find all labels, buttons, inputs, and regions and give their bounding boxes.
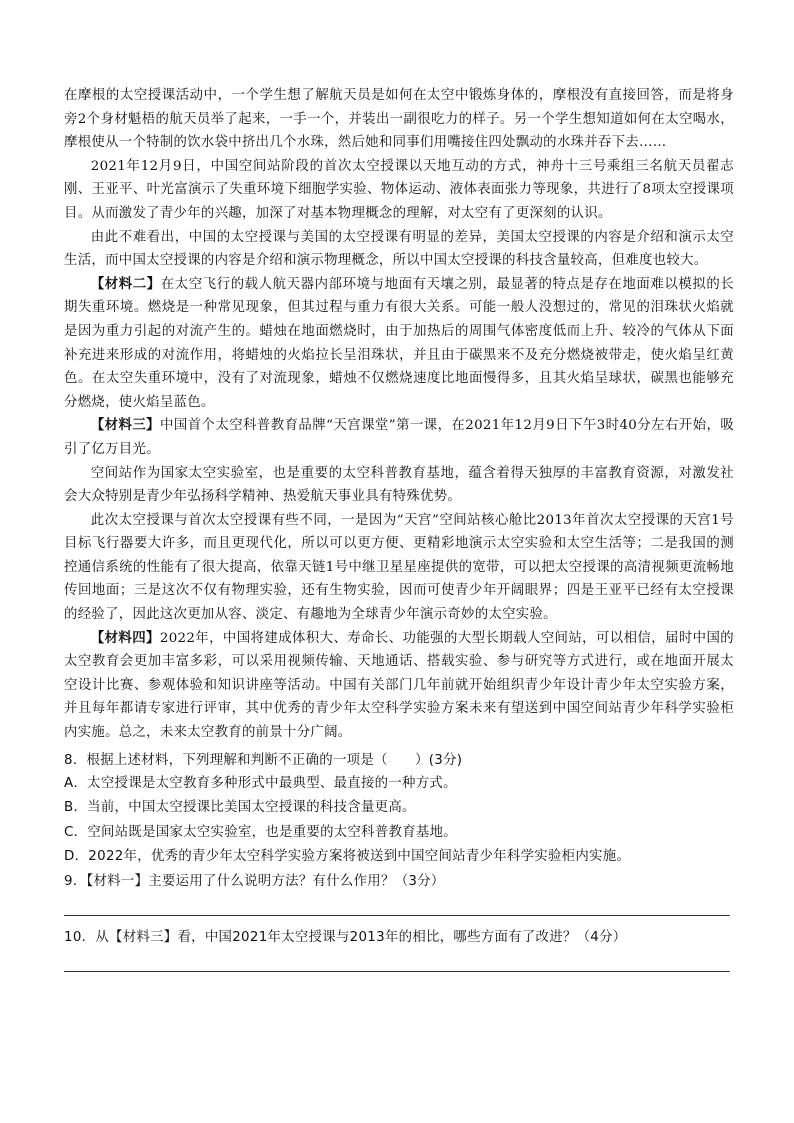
question-8-option-c: C．空间站既是国家太空实验室，也是重要的太空科普教育基地。 xyxy=(64,824,457,840)
material4-paragraph xyxy=(64,627,734,745)
question-8-option-d: D．2022年，优秀的青少年太空科学实验方案将被送到中国空间站青少年科学实验柜内实施。 xyxy=(64,849,631,865)
material2-tag: 【材料二】 xyxy=(90,276,161,292)
material2-text: 在太空飞行的载人航天器内部环境与地面有天壤之别，最显著的特点是存在地面难以模拟的长期失重环境。燃烧是一种常见现象，但其过程与重力有很大关系。可能一般人没想过的，常见的泪珠状火焰就是因为重力引起的对流产生的。蜡烛在地面燃烧时，由于加热后的周围气体密度低而上升、较冷的气体从下面补充进来形成的对流作用，将蜡烛的火焰拉长呈泪珠状，并且由于碳黑来不及充分燃烧被带走，使火焰呈红黄色。在太空失重环境中，没有了对流现象，蜡烛不仅燃烧速度比地面慢得多，且其火焰呈球状，碳黑也能够充分燃烧，使火焰呈蓝色。 xyxy=(64,276,735,410)
material4-text: 2022年，中国将建成体积大、寿命长、功能强的大型长期载人空间站，可以相信，届时中国的太空教育会更加丰富多彩，可以采用视频传输、天地通话、搭载实验、参与研究等方式进行，或在地面开展太空设计比赛、参观体验和知识讲座等活动。中国有关部门几年前就开始组织青少年设计青少年太空实验方案，并且每年都请专家进行评审，其中优秀的青少年太空科学实验方案未来有望送到中国空间站青少年科学实验柜内实施。总之，未来太空教育的前景十分广阔。 xyxy=(64,630,735,741)
material3-tag: 【材料三】 xyxy=(90,418,161,434)
material3-text-1: 中国首个太空科普教育品牌“天宫课堂”第一课，在2021年12月9日下午3时40分左右开始，吸引了亿万目光。 xyxy=(64,418,735,457)
page-content xyxy=(64,84,734,972)
material2-paragraph xyxy=(64,273,734,415)
answer-line-q10[interactable] xyxy=(64,971,730,972)
question-8-option-b: B．当前，中国太空授课比美国太空授课的科技含量更高。 xyxy=(64,800,416,816)
question-8-option-a: A．太空授课是太空教育多种形式中最典型、最直接的一种方式。 xyxy=(64,776,457,792)
question-9: 9．【材料一】主要运用了什么说明方法？有什么作用？（3分） xyxy=(64,873,445,889)
material3-paragraph-2: 空间站作为国家太空实验室，也是重要的太空科普教育基地，蕴含着得天独厚的丰富教育资源，对激发社会大众特别是青少年弘扬科学精神、热爱航天事业具有特殊优势。 xyxy=(64,465,734,505)
material1-paragraph-3: 由此不难看出，中国的太空授课与美国的太空授课有明显的差异，美国太空授课的内容是介绍和演示太空生活，而中国太空授课的内容是介绍和演示物理概念，所以中国太空授课的科技含量较高，但难度也较大。 xyxy=(64,229,734,269)
question-10: 10．从【材料三】看，中国2021年太空授课与2013年的相比，哪些方面有了改进？（4分） xyxy=(64,930,627,946)
question-8: 8．根据上述材料，下列理解和判断不正确的一项是（ ）(3分) xyxy=(64,752,463,768)
material3-paragraph-3: 此次太空授课与首次太空授课有些不同，一是因为“天宫”空间站核心舱比2013年首次太空授课的天宫1号目标飞行器要大许多，而且更现代化，所以可以更方便、更精彩地演示太空实验和太空生活等；二是我国的测控通信系统的性能有了很大提高，依靠天链1号中继卫星星座提供的宽带，可以把太空授课的高清视频更流畅地传回地面；三是这次不仅有物理实验，还有生物实验，因而可使青少年开阔眼界；四是王亚平已经有太空授课的经验了，因此这次更加从容、淡定、有趣地为全球青少年演示奇妙的太空实验。 xyxy=(64,512,734,623)
material1-paragraph-1: 在摩根的太空授课活动中，一个学生想了解航天员是如何在太空中锻炼身体的，摩根没有直接回答，而是将身旁2个身材魁梧的航天员举了起来，一手一个，并装出一副很吃力的样子。另一个学生想知道如何在太空喝水，摩根使从一个特制的饮水袋中挤出几个水珠，然后她和同事们用嘴接住四处飘动的水珠并吞下去…… xyxy=(64,88,734,151)
material4-tag: 【材料四】 xyxy=(90,630,160,646)
material3-paragraph-1 xyxy=(64,414,734,461)
material1-paragraph-2: 2021年12月9日，中国空间站阶段的首次太空授课以天地互动的方式，神舟十三号乘组三名航天员翟志刚、王亚平、叶光富演示了失重环境下细胞学实验、物体运动、液体表面张力等现象，共进行了8项太空授课项目。从而激发了青少年的兴趣，加深了对基本物理概念的理解，对太空有了更深刻的认识。 xyxy=(64,158,734,221)
